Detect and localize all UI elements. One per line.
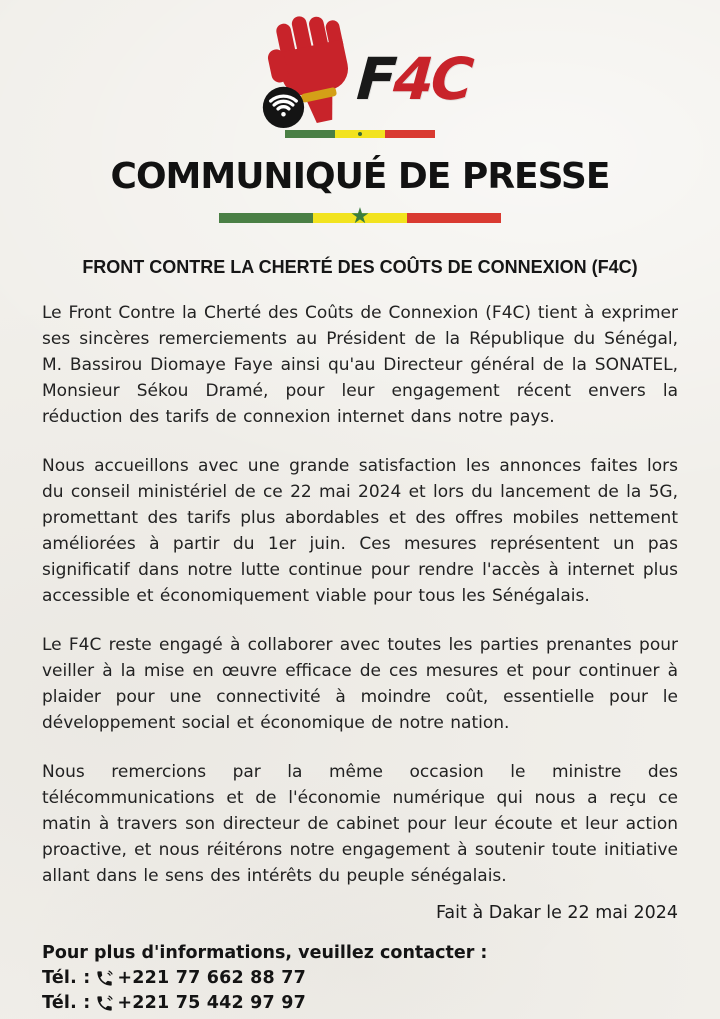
logo-wordmark xyxy=(354,45,474,113)
contact-intro: Pour plus d'informations, veuillez contacter : xyxy=(42,943,488,963)
senegal-flag-stripe xyxy=(285,130,435,138)
divider-green-segment xyxy=(219,213,313,223)
flag-divider xyxy=(219,204,501,230)
phone-label: Tél. : xyxy=(42,968,91,988)
divider-red-segment xyxy=(407,213,501,223)
raised-fist-icon xyxy=(249,13,373,131)
document-heading: FRONT CONTRE LA CHERTÉ DES COÛTS DE CONNEXION (F4C) xyxy=(82,257,638,277)
document-body xyxy=(42,300,678,889)
star-icon: ★ xyxy=(350,204,370,230)
phone-row-1 xyxy=(42,968,678,988)
phone-icon xyxy=(95,969,114,988)
page-title: COMMUNIQUÉ DE PRESSE xyxy=(110,156,610,197)
logo-row xyxy=(249,16,474,128)
stripe-yellow-segment xyxy=(335,130,385,138)
phone-number: +221 77 662 88 77 xyxy=(117,968,306,988)
logo-letter-f: F xyxy=(354,45,397,113)
paragraph-3: Le F4C reste engagé à collaborer avec toutes les parties prenantes pour veiller à la mise en œuvre efficace de ces mesures et pour continuer à plaider pour une connectivité à moindre coût, essentielle pour le développement social et économique de notre nation. xyxy=(42,635,678,733)
phone-row-2 xyxy=(42,993,678,1013)
f4c-logo xyxy=(42,16,678,138)
phone-number: +221 75 442 97 97 xyxy=(117,993,306,1013)
logo-letters-4c: 4C xyxy=(391,45,474,113)
stripe-center-dot xyxy=(358,132,362,136)
stripe-red-segment xyxy=(385,130,435,138)
stripe-green-segment xyxy=(285,130,335,138)
phone-icon xyxy=(95,994,114,1013)
dateline: Fait à Dakar le 22 mai 2024 xyxy=(435,903,678,923)
contact-block xyxy=(42,943,678,1013)
phone-label: Tél. : xyxy=(42,993,91,1013)
paragraph-2: Nous accueillons avec une grande satisfaction les annonces faites lors du conseil ministériel de ce 22 mai 2024 et lors du lancement de la 5G, promettant des tarifs plus abordables et des offres mobiles nettement améliorées à partir du 1er juin. Ces mesures représentent un pas significatif dans notre lutte continue pour rendre l'accès à internet plus accessible et économiquement viable pour tous les Sénégalais. xyxy=(42,456,678,606)
paragraph-1: Le Front Contre la Cherté des Coûts de Connexion (F4C) tient à exprimer ses sincères remerciements au Président de la République du Sénégal, M. Bassirou Diomaye Faye ainsi qu'au Directeur général de la SONATEL, Monsieur Sékou Dramé, pour leur engagement récent envers la réduction des tarifs de connexion internet dans notre pays. xyxy=(42,303,678,427)
paragraph-4: Nous remercions par la même occasion le ministre des télécommunications et de l'économie numérique qui nous a reçu ce matin à travers son directeur de cabinet pour leur écoute et leur action proactive, et nous réitérons notre engagement à soutenir toute initiative allant dans le sens des intérêts du peuple sénégalais. xyxy=(42,762,678,886)
